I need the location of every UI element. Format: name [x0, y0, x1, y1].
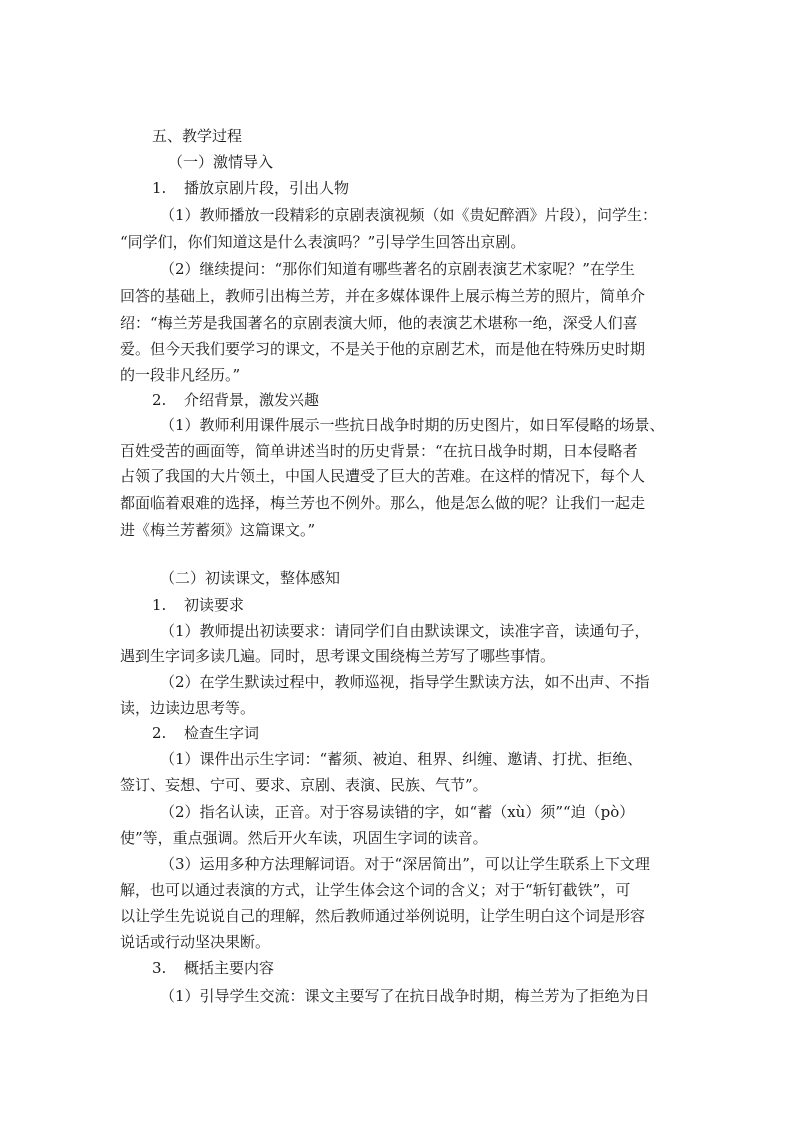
item-heading-text: 介绍背景，激发兴趣	[184, 391, 320, 409]
paragraph-line: （2）在学生默读过程中，教师巡视，指导学生默读方法，如不出声、不指	[160, 673, 650, 691]
paragraph-line: （1）引导学生交流：课文主要写了在抗日战争时期，梅兰芳为了拒绝为日	[160, 987, 650, 1005]
part2-title: （二）初读课文，整体感知	[160, 569, 341, 587]
paragraph-line: 爱。但今天我们要学习的课文，不是关于他的京剧艺术，而是他在特殊历史时期	[120, 340, 646, 358]
item-number: 1.	[152, 179, 167, 197]
paragraph-line: （3）运用多种方法理解词语。对于“深居简出”，可以让学生联系上下文理	[160, 855, 650, 873]
paragraph-line: （1）教师播放一段精彩的京剧表演视频（如《贵妃醉酒》片段），问学生：	[160, 206, 658, 224]
paragraph-line: 都面临着艰难的选择，梅兰芳也不例外。那么，他是怎么做的呢？让我们一起走	[120, 494, 646, 512]
item-heading-text: 概括主要内容	[184, 959, 275, 977]
paragraph-line: 的一段非凡经历。”	[120, 366, 241, 384]
paragraph-line: （2）继续提问：“那你们知道有哪些著名的京剧表演艺术家呢？”在学生	[160, 260, 635, 278]
item-heading-text: 初读要求	[184, 596, 245, 614]
part2-item1-heading	[152, 595, 794, 615]
item-heading-text: 检查生字词	[184, 724, 260, 742]
paragraph-line: “同学们，你们知道这是什么表演吗？”引导学生回答出京剧。	[120, 233, 526, 251]
paragraph-line: 说话或行动坚决果断。	[120, 933, 271, 951]
paragraph-line: 解，也可以通过表演的方式，让学生体会这个词的含义；对于“斩钉截铁”，可	[120, 881, 631, 899]
item-heading-text: 播放京剧片段，引出人物	[184, 179, 350, 197]
section-title: 五、教学过程	[152, 127, 243, 145]
paragraph-line: （2）指名认读，正音。对于容易读错的字，如“蓄（xù）须”“迫（pò）	[160, 803, 635, 821]
paragraph-line: （1）教师提出初读要求：请同学们自由默读课文，读准字音，读通句子，	[160, 622, 650, 640]
part1-item1-heading	[152, 178, 794, 198]
item-number: 3.	[152, 959, 167, 977]
paragraph-line: 回答的基础上，教师引出梅兰芳，并在多媒体课件上展示梅兰芳的照片，简单介	[120, 287, 646, 305]
paragraph-line: 使”等，重点强调。然后开火车读，巩固生字词的读音。	[120, 829, 488, 847]
item-number: 2.	[152, 724, 167, 742]
item-number: 1.	[152, 596, 167, 614]
paragraph-line: 签订、妄想、宁可、要求、京剧、表演、民族、气节”。	[120, 776, 488, 794]
paragraph-line: 进《梅兰芳蓄须》这篇课文。”	[120, 521, 316, 539]
paragraph-line: 读，边读边思考等。	[120, 699, 256, 717]
paragraph-line: 以让学生先说说自己的理解，然后教师通过举例说明，让学生明白这个词是形容	[120, 907, 646, 925]
paragraph-line: （1）课件出示生字词：“蓄须、被迫、租界、纠缠、邀请、打扰、拒绝、	[160, 750, 643, 768]
item-number: 2.	[152, 391, 167, 409]
part2-item3-heading	[152, 958, 794, 978]
part2-item2-heading	[152, 723, 794, 743]
paragraph-line: 绍：“梅兰芳是我国著名的京剧表演大师，他的表演艺术堪称一绝，深受人们喜	[120, 314, 638, 332]
part1-item2-heading	[152, 390, 794, 410]
part1-title: （一）激情导入	[168, 153, 274, 171]
paragraph-line: 百姓受苦的画面等，简单讲述当时的历史背景：“在抗日战争时期，日本侵略者	[120, 442, 638, 460]
paragraph-line: 遇到生字词多读几遍。同时，思考课文围绕梅兰芳写了哪些事情。	[120, 647, 556, 665]
paragraph-line: 占领了我国的大片领土，中国人民遭受了巨大的苦难。在这样的情况下，每个人	[120, 467, 646, 485]
paragraph-line: （1）教师利用课件展示一些抗日战争时期的历史图片，如日军侵略的场景、	[160, 416, 665, 434]
